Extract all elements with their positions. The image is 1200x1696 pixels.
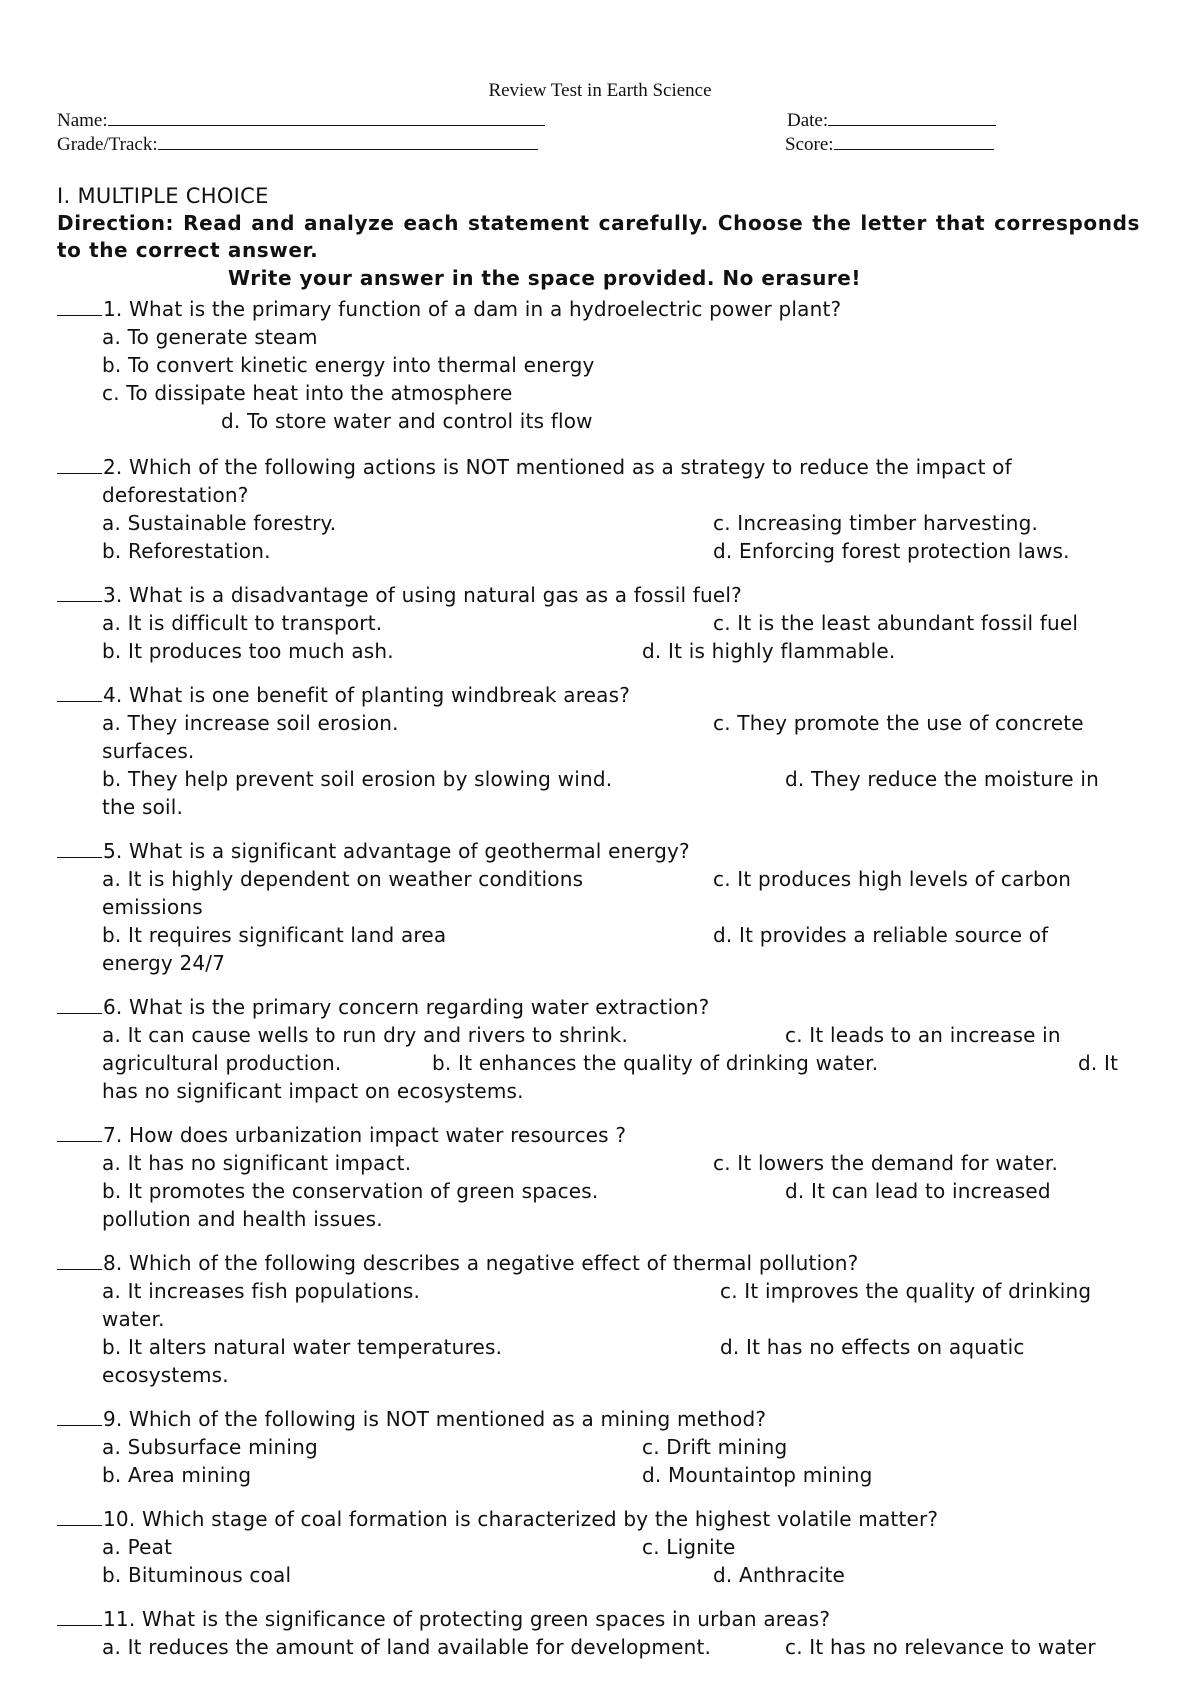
q6-option-d: d. It	[1078, 1051, 1119, 1075]
q10-option-b: b. Bituminous coal	[102, 1563, 292, 1587]
question-8-stem: 8. Which of the following describes a negative effect of thermal pollution?	[103, 1251, 859, 1275]
question-1	[57, 297, 841, 321]
direction-text: Direction: Read and analyze each statement carefully. Choose the letter that corresponds to the correct answer.	[57, 211, 1140, 262]
q4-option-a: a. They increase soil erosion.	[102, 711, 399, 735]
q6-option-a: a. It can cause wells to run dry and rivers to shrink.	[102, 1023, 629, 1047]
q3-option-a: a. It is difficult to transport.	[102, 611, 383, 635]
q8-option-b: b. It alters natural water temperatures.	[102, 1335, 503, 1359]
question-1-stem: 1. What is the primary function of a dam in a hydroelectric power plant?	[103, 297, 842, 321]
grade-label: Grade/Track:	[57, 134, 158, 155]
q4-option-d-cont: the soil.	[102, 795, 184, 819]
answer-blank-6[interactable]	[57, 997, 102, 1014]
question-4-stem: 4. What is one benefit of planting windbreak areas?	[103, 683, 631, 707]
q3-option-d: d. It is highly flammable.	[642, 639, 896, 663]
name-field[interactable]	[57, 107, 545, 132]
q5-option-c: c. It produces high levels of carbon	[713, 867, 1072, 891]
q9-option-d: d. Mountaintop mining	[642, 1463, 873, 1487]
q9-option-b: b. Area mining	[102, 1463, 252, 1487]
question-5	[57, 839, 690, 863]
answer-blank-7[interactable]	[57, 1125, 102, 1142]
q2-option-a: a. Sustainable forestry.	[102, 511, 337, 535]
answer-blank-5[interactable]	[57, 841, 102, 858]
q7-option-a: a. It has no significant impact.	[102, 1151, 412, 1175]
q2-option-d: d. Enforcing forest protection laws.	[713, 539, 1070, 563]
question-2-stem-cont: deforestation?	[102, 483, 249, 507]
question-7-stem: 7. How does urbanization impact water resources ?	[103, 1123, 627, 1147]
question-11-stem: 11. What is the significance of protecting green spaces in urban areas?	[103, 1607, 831, 1631]
question-9	[57, 1407, 766, 1431]
date-field[interactable]	[787, 107, 996, 132]
q5-option-a-cont: emissions	[102, 895, 203, 919]
q5-option-d: d. It provides a reliable source of	[713, 923, 1049, 947]
question-11	[57, 1607, 830, 1631]
q8-option-a: a. It increases fish populations.	[102, 1279, 420, 1303]
name-label: Name:	[57, 110, 108, 131]
q9-option-c: c. Drift mining	[642, 1435, 788, 1459]
answer-blank-2[interactable]	[57, 457, 102, 474]
question-2	[57, 455, 1012, 479]
instruction-text: Write your answer in the space provided. No erasure!	[228, 266, 861, 290]
q8-option-d-cont: ecosystems.	[102, 1363, 229, 1387]
q9-option-a: a. Subsurface mining	[102, 1435, 318, 1459]
q1-option-c: c. To dissipate heat into the atmosphere	[102, 381, 513, 405]
q8-option-c: c. It improves the quality of drinking	[720, 1279, 1092, 1303]
q1-option-b: b. To convert kinetic energy into thermal energy	[102, 353, 595, 377]
grade-blank[interactable]	[158, 131, 538, 150]
q8-option-d: d. It has no effects on aquatic	[720, 1335, 1025, 1359]
q6-option-d-cont: has no significant impact on ecosystems.	[102, 1079, 524, 1103]
score-label: Score:	[785, 134, 834, 155]
q11-option-c: c. It has no relevance to water	[785, 1635, 1096, 1659]
q5-option-b: b. It requires significant land area	[102, 923, 447, 947]
q7-option-d-cont: pollution and health issues.	[102, 1207, 383, 1231]
answer-blank-9[interactable]	[57, 1409, 102, 1426]
q11-option-a: a. It reduces the amount of land available for development.	[102, 1635, 712, 1659]
question-6-stem: 6. What is the primary concern regarding water extraction?	[103, 995, 710, 1019]
q4-option-c: c. They promote the use of concrete	[713, 711, 1084, 735]
answer-blank-10[interactable]	[57, 1509, 102, 1526]
question-4	[57, 683, 630, 707]
date-label: Date:	[787, 110, 829, 131]
page-title: Review Test in Earth Science	[488, 80, 712, 101]
q7-option-b: b. It promotes the conservation of green spaces.	[102, 1179, 599, 1203]
question-9-stem: 9. Which of the following is NOT mentioned as a mining method?	[103, 1407, 767, 1431]
q5-option-d-cont: energy 24/7	[102, 951, 226, 975]
section-heading: I. MULTIPLE CHOICE	[57, 184, 269, 208]
q1-option-d: d. To store water and control its flow	[221, 409, 593, 433]
grade-field[interactable]	[57, 131, 538, 156]
date-blank[interactable]	[828, 107, 996, 126]
q6-option-c-cont: agricultural production.	[102, 1051, 342, 1075]
question-7	[57, 1123, 626, 1147]
q4-option-d: d. They reduce the moisture in	[785, 767, 1099, 791]
question-10	[57, 1507, 938, 1531]
question-5-stem: 5. What is a significant advantage of geothermal energy?	[103, 839, 690, 863]
question-6	[57, 995, 709, 1019]
q3-option-b: b. It produces too much ash.	[102, 639, 394, 663]
q4-option-c-cont: surfaces.	[102, 739, 195, 763]
q3-option-c: c. It is the least abundant fossil fuel	[713, 611, 1079, 635]
answer-blank-4[interactable]	[57, 685, 102, 702]
question-2-stem: 2. Which of the following actions is NOT mentioned as a strategy to reduce the impact of	[103, 455, 1012, 479]
q1-option-a: a. To generate steam	[102, 325, 318, 349]
question-10-stem: 10. Which stage of coal formation is characterized by the highest volatile matter?	[103, 1507, 939, 1531]
question-3	[57, 583, 742, 607]
q2-option-b: b. Reforestation.	[102, 539, 271, 563]
answer-blank-8[interactable]	[57, 1253, 102, 1270]
score-field[interactable]	[785, 131, 994, 156]
q8-option-c-cont: water.	[102, 1307, 165, 1331]
q10-option-a: a. Peat	[102, 1535, 173, 1559]
q2-option-c: c. Increasing timber harvesting.	[713, 511, 1039, 535]
q5-option-a: a. It is highly dependent on weather conditions	[102, 867, 584, 891]
answer-blank-1[interactable]	[57, 299, 102, 316]
q10-option-c: c. Lignite	[642, 1535, 736, 1559]
answer-blank-11[interactable]	[57, 1609, 102, 1626]
q10-option-d: d. Anthracite	[713, 1563, 846, 1587]
name-blank[interactable]	[108, 107, 545, 126]
q6-option-b: b. It enhances the quality of drinking water.	[432, 1051, 879, 1075]
q7-option-d: d. It can lead to increased	[785, 1179, 1051, 1203]
answer-blank-3[interactable]	[57, 585, 102, 602]
question-3-stem: 3. What is a disadvantage of using natural gas as a fossil fuel?	[103, 583, 742, 607]
score-blank[interactable]	[834, 131, 994, 150]
q7-option-c: c. It lowers the demand for water.	[713, 1151, 1059, 1175]
q4-option-b: b. They help prevent soil erosion by slowing wind.	[102, 767, 613, 791]
question-8	[57, 1251, 859, 1275]
q6-option-c: c. It leads to an increase in	[785, 1023, 1061, 1047]
